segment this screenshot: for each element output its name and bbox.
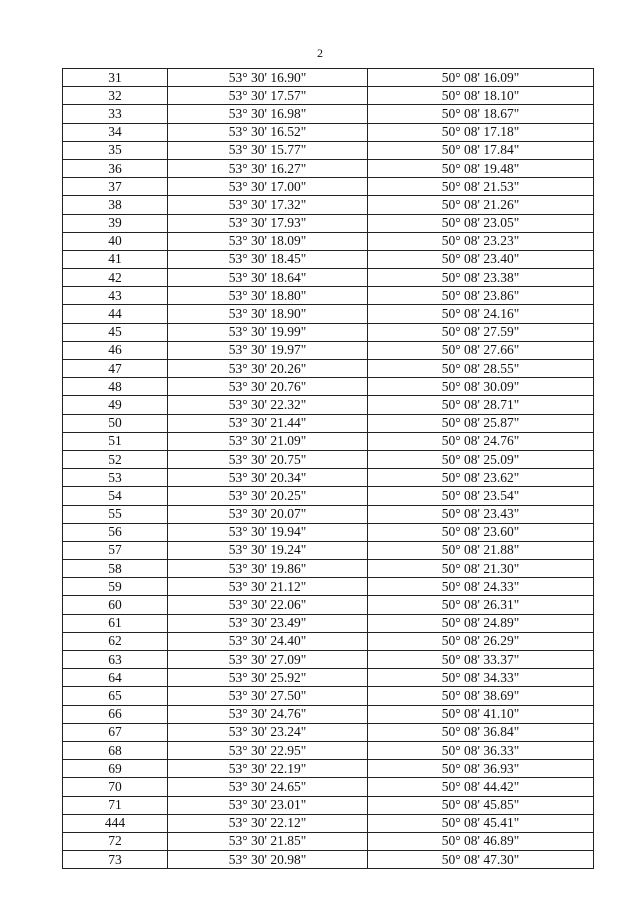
longitude-cell: 50° 08' 27.66" [368, 341, 594, 359]
longitude-cell: 50° 08' 23.86" [368, 287, 594, 305]
table-row [63, 469, 594, 487]
point-number-cell: 52 [63, 450, 168, 468]
point-number-cell: 49 [63, 396, 168, 414]
latitude-cell: 53° 30' 23.01" [168, 796, 368, 814]
point-number-cell: 47 [63, 360, 168, 378]
latitude-cell: 53° 30' 23.49" [168, 614, 368, 632]
longitude-cell: 50° 08' 25.09" [368, 450, 594, 468]
point-number-cell: 444 [63, 814, 168, 832]
table-row [63, 287, 594, 305]
point-number-cell: 54 [63, 487, 168, 505]
point-number-cell: 57 [63, 541, 168, 559]
coordinates-table-body [63, 69, 594, 869]
latitude-cell: 53° 30' 21.44" [168, 414, 368, 432]
latitude-cell: 53° 30' 16.27" [168, 159, 368, 177]
latitude-cell: 53° 30' 18.64" [168, 269, 368, 287]
table-row [63, 632, 594, 650]
point-number-cell: 39 [63, 214, 168, 232]
point-number-cell: 64 [63, 669, 168, 687]
latitude-cell: 53° 30' 19.97" [168, 341, 368, 359]
table-row [63, 450, 594, 468]
longitude-cell: 50° 08' 24.16" [368, 305, 594, 323]
table-row [63, 341, 594, 359]
point-number-cell: 67 [63, 723, 168, 741]
table-row [63, 778, 594, 796]
table-row [63, 651, 594, 669]
latitude-cell: 53° 30' 17.32" [168, 196, 368, 214]
latitude-cell: 53° 30' 27.09" [168, 651, 368, 669]
latitude-cell: 53° 30' 17.93" [168, 214, 368, 232]
longitude-cell: 50° 08' 26.29" [368, 632, 594, 650]
longitude-cell: 50° 08' 24.76" [368, 432, 594, 450]
point-number-cell: 56 [63, 523, 168, 541]
table-row [63, 705, 594, 723]
latitude-cell: 53° 30' 22.19" [168, 760, 368, 778]
point-number-cell: 59 [63, 578, 168, 596]
table-row [63, 305, 594, 323]
point-number-cell: 68 [63, 741, 168, 759]
table-row [63, 796, 594, 814]
longitude-cell: 50° 08' 23.23" [368, 232, 594, 250]
longitude-cell: 50° 08' 19.48" [368, 159, 594, 177]
point-number-cell: 44 [63, 305, 168, 323]
longitude-cell: 50° 08' 45.85" [368, 796, 594, 814]
latitude-cell: 53° 30' 22.95" [168, 741, 368, 759]
longitude-cell: 50° 08' 23.60" [368, 523, 594, 541]
table-row [63, 414, 594, 432]
table-row [63, 760, 594, 778]
table-row [63, 741, 594, 759]
table-row [63, 596, 594, 614]
longitude-cell: 50° 08' 33.37" [368, 651, 594, 669]
longitude-cell: 50° 08' 18.10" [368, 87, 594, 105]
table-row [63, 523, 594, 541]
table-row [63, 105, 594, 123]
latitude-cell: 53° 30' 19.86" [168, 560, 368, 578]
longitude-cell: 50° 08' 16.09" [368, 69, 594, 87]
latitude-cell: 53° 30' 20.26" [168, 360, 368, 378]
longitude-cell: 50° 08' 38.69" [368, 687, 594, 705]
point-number-cell: 50 [63, 414, 168, 432]
table-row [63, 723, 594, 741]
longitude-cell: 50° 08' 17.18" [368, 123, 594, 141]
table-row [63, 178, 594, 196]
table-row [63, 541, 594, 559]
table-row [63, 196, 594, 214]
point-number-cell: 69 [63, 760, 168, 778]
longitude-cell: 50° 08' 45.41" [368, 814, 594, 832]
latitude-cell: 53° 30' 15.77" [168, 141, 368, 159]
latitude-cell: 53° 30' 17.00" [168, 178, 368, 196]
longitude-cell: 50° 08' 47.30" [368, 851, 594, 869]
point-number-cell: 53 [63, 469, 168, 487]
latitude-cell: 53° 30' 21.85" [168, 832, 368, 850]
table-row [63, 851, 594, 869]
latitude-cell: 53° 30' 23.24" [168, 723, 368, 741]
latitude-cell: 53° 30' 18.80" [168, 287, 368, 305]
table-row [63, 323, 594, 341]
latitude-cell: 53° 30' 20.34" [168, 469, 368, 487]
longitude-cell: 50° 08' 21.30" [368, 560, 594, 578]
point-number-cell: 41 [63, 250, 168, 268]
point-number-cell: 48 [63, 378, 168, 396]
point-number-cell: 35 [63, 141, 168, 159]
latitude-cell: 53° 30' 20.98" [168, 851, 368, 869]
latitude-cell: 53° 30' 17.57" [168, 87, 368, 105]
latitude-cell: 53° 30' 22.06" [168, 596, 368, 614]
table-row [63, 614, 594, 632]
longitude-cell: 50° 08' 30.09" [368, 378, 594, 396]
longitude-cell: 50° 08' 24.89" [368, 614, 594, 632]
point-number-cell: 31 [63, 69, 168, 87]
longitude-cell: 50° 08' 21.53" [368, 178, 594, 196]
point-number-cell: 38 [63, 196, 168, 214]
longitude-cell: 50° 08' 46.89" [368, 832, 594, 850]
latitude-cell: 53° 30' 18.09" [168, 232, 368, 250]
table-row [63, 687, 594, 705]
point-number-cell: 32 [63, 87, 168, 105]
point-number-cell: 45 [63, 323, 168, 341]
latitude-cell: 53° 30' 24.76" [168, 705, 368, 723]
latitude-cell: 53° 30' 19.99" [168, 323, 368, 341]
point-number-cell: 62 [63, 632, 168, 650]
latitude-cell: 53° 30' 20.75" [168, 450, 368, 468]
table-row [63, 814, 594, 832]
latitude-cell: 53° 30' 25.92" [168, 669, 368, 687]
latitude-cell: 53° 30' 16.52" [168, 123, 368, 141]
latitude-cell: 53° 30' 24.40" [168, 632, 368, 650]
point-number-cell: 43 [63, 287, 168, 305]
longitude-cell: 50° 08' 41.10" [368, 705, 594, 723]
page-number: 2 [317, 46, 323, 60]
table-row [63, 232, 594, 250]
longitude-cell: 50° 08' 36.93" [368, 760, 594, 778]
table-row [63, 269, 594, 287]
latitude-cell: 53° 30' 16.90" [168, 69, 368, 87]
longitude-cell: 50° 08' 23.62" [368, 469, 594, 487]
longitude-cell: 50° 08' 23.38" [368, 269, 594, 287]
table-row [63, 505, 594, 523]
point-number-cell: 63 [63, 651, 168, 669]
point-number-cell: 71 [63, 796, 168, 814]
latitude-cell: 53° 30' 21.12" [168, 578, 368, 596]
longitude-cell: 50° 08' 23.43" [368, 505, 594, 523]
point-number-cell: 36 [63, 159, 168, 177]
point-number-cell: 72 [63, 832, 168, 850]
table-row [63, 250, 594, 268]
latitude-cell: 53° 30' 22.12" [168, 814, 368, 832]
point-number-cell: 34 [63, 123, 168, 141]
longitude-cell: 50° 08' 28.55" [368, 360, 594, 378]
latitude-cell: 53° 30' 21.09" [168, 432, 368, 450]
longitude-cell: 50° 08' 23.40" [368, 250, 594, 268]
latitude-cell: 53° 30' 18.45" [168, 250, 368, 268]
table-row [63, 832, 594, 850]
longitude-cell: 50° 08' 36.84" [368, 723, 594, 741]
latitude-cell: 53° 30' 20.07" [168, 505, 368, 523]
latitude-cell: 53° 30' 16.98" [168, 105, 368, 123]
point-number-cell: 70 [63, 778, 168, 796]
longitude-cell: 50° 08' 44.42" [368, 778, 594, 796]
longitude-cell: 50° 08' 28.71" [368, 396, 594, 414]
table-row [63, 560, 594, 578]
coordinates-table [62, 68, 594, 869]
longitude-cell: 50° 08' 18.67" [368, 105, 594, 123]
point-number-cell: 60 [63, 596, 168, 614]
latitude-cell: 53° 30' 20.25" [168, 487, 368, 505]
longitude-cell: 50° 08' 24.33" [368, 578, 594, 596]
table-row [63, 487, 594, 505]
latitude-cell: 53° 30' 18.90" [168, 305, 368, 323]
table-row [63, 69, 594, 87]
latitude-cell: 53° 30' 19.94" [168, 523, 368, 541]
table-row [63, 432, 594, 450]
point-number-cell: 40 [63, 232, 168, 250]
point-number-cell: 58 [63, 560, 168, 578]
point-number-cell: 66 [63, 705, 168, 723]
longitude-cell: 50° 08' 23.54" [368, 487, 594, 505]
longitude-cell: 50° 08' 25.87" [368, 414, 594, 432]
table-row [63, 360, 594, 378]
point-number-cell: 55 [63, 505, 168, 523]
longitude-cell: 50° 08' 21.88" [368, 541, 594, 559]
point-number-cell: 61 [63, 614, 168, 632]
latitude-cell: 53° 30' 19.24" [168, 541, 368, 559]
point-number-cell: 65 [63, 687, 168, 705]
longitude-cell: 50° 08' 27.59" [368, 323, 594, 341]
latitude-cell: 53° 30' 24.65" [168, 778, 368, 796]
table-row [63, 378, 594, 396]
longitude-cell: 50° 08' 17.84" [368, 141, 594, 159]
point-number-cell: 51 [63, 432, 168, 450]
table-row [63, 159, 594, 177]
longitude-cell: 50° 08' 26.31" [368, 596, 594, 614]
table-row [63, 396, 594, 414]
longitude-cell: 50° 08' 23.05" [368, 214, 594, 232]
longitude-cell: 50° 08' 21.26" [368, 196, 594, 214]
table-row [63, 214, 594, 232]
table-row [63, 141, 594, 159]
longitude-cell: 50° 08' 34.33" [368, 669, 594, 687]
point-number-cell: 37 [63, 178, 168, 196]
latitude-cell: 53° 30' 20.76" [168, 378, 368, 396]
table-row [63, 123, 594, 141]
latitude-cell: 53° 30' 22.32" [168, 396, 368, 414]
point-number-cell: 33 [63, 105, 168, 123]
latitude-cell: 53° 30' 27.50" [168, 687, 368, 705]
point-number-cell: 73 [63, 851, 168, 869]
longitude-cell: 50° 08' 36.33" [368, 741, 594, 759]
table-row [63, 669, 594, 687]
point-number-cell: 42 [63, 269, 168, 287]
table-row [63, 87, 594, 105]
table-row [63, 578, 594, 596]
point-number-cell: 46 [63, 341, 168, 359]
